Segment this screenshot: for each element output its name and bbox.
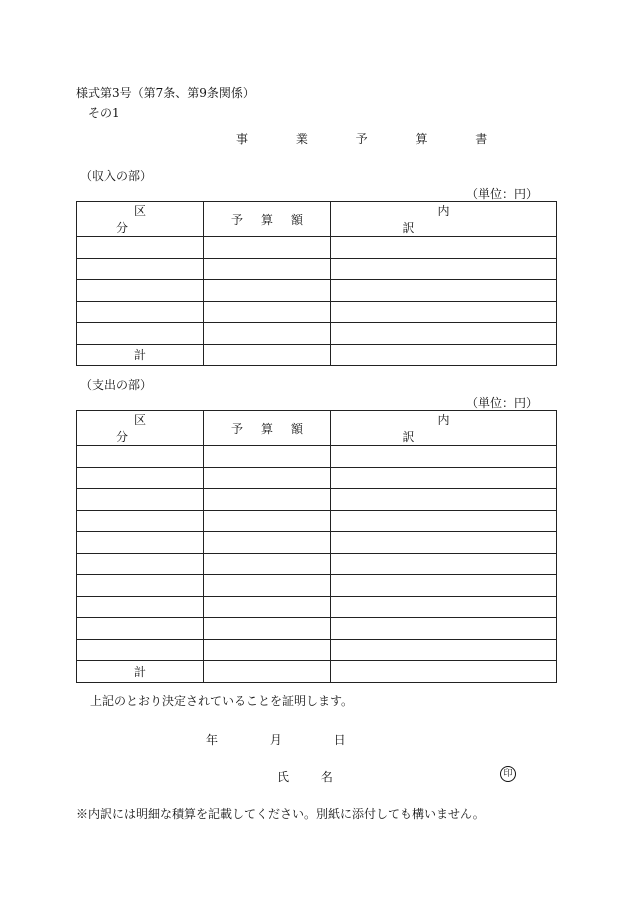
income-table-row xyxy=(77,323,557,345)
income-budget-cell[interactable] xyxy=(204,280,331,302)
expense-col-breakdown: 内訳 xyxy=(331,411,557,446)
income-breakdown-cell[interactable] xyxy=(331,237,557,259)
expense-budget-cell[interactable] xyxy=(204,467,331,489)
expense-category-cell[interactable] xyxy=(77,467,204,489)
expense-breakdown-cell[interactable] xyxy=(331,510,557,532)
income-breakdown-cell[interactable] xyxy=(331,258,557,280)
expense-budget-cell[interactable] xyxy=(204,639,331,661)
income-category-cell[interactable] xyxy=(77,280,204,302)
expense-category-cell[interactable] xyxy=(77,532,204,554)
income-category-cell[interactable] xyxy=(77,323,204,345)
income-col-budget: 予算額 xyxy=(204,202,331,237)
expense-col-category: 区分 xyxy=(77,411,204,446)
expense-category-cell[interactable] xyxy=(77,446,204,468)
income-total-label: 計 xyxy=(77,344,204,366)
expense-table-body xyxy=(77,446,557,661)
income-table-row xyxy=(77,301,557,323)
income-total-row xyxy=(77,344,557,366)
income-category-cell[interactable] xyxy=(77,237,204,259)
expense-category-cell[interactable] xyxy=(77,489,204,511)
income-budget-cell[interactable] xyxy=(204,258,331,280)
expense-category-cell[interactable] xyxy=(77,639,204,661)
expense-breakdown-cell[interactable] xyxy=(331,553,557,575)
expense-unit-label: （単位：円） xyxy=(465,396,538,410)
income-unit-label: （単位：円） xyxy=(465,187,538,201)
income-total-budget-cell[interactable] xyxy=(204,344,331,366)
expense-table-row xyxy=(77,639,557,661)
expense-header-row xyxy=(77,411,557,446)
income-col-category: 区分 xyxy=(77,202,204,237)
income-header-row xyxy=(77,202,557,237)
sub-label: その1 xyxy=(88,106,120,120)
income-breakdown-cell[interactable] xyxy=(331,280,557,302)
income-table-row xyxy=(77,280,557,302)
document-title: 事 業 予 算 書 xyxy=(236,132,510,146)
income-section-label: （収入の部） xyxy=(80,169,153,183)
expense-total-breakdown-cell[interactable] xyxy=(331,661,557,683)
expense-budget-cell[interactable] xyxy=(204,553,331,575)
expense-budget-cell[interactable] xyxy=(204,532,331,554)
expense-breakdown-cell[interactable] xyxy=(331,467,557,489)
expense-budget-cell[interactable] xyxy=(204,446,331,468)
expense-category-cell[interactable] xyxy=(77,553,204,575)
name-label: 氏 名 xyxy=(277,770,347,784)
expense-breakdown-cell[interactable] xyxy=(331,446,557,468)
income-breakdown-cell[interactable] xyxy=(331,323,557,345)
expense-total-budget-cell[interactable] xyxy=(204,661,331,683)
income-budget-cell[interactable] xyxy=(204,301,331,323)
footnote: ※内訳には明細な積算を記載してください。別紙に添付しても構いません。 xyxy=(76,807,485,821)
income-table-row xyxy=(77,258,557,280)
date-line: 年 月 日 xyxy=(206,733,370,747)
income-category-cell[interactable] xyxy=(77,301,204,323)
expense-budget-cell[interactable] xyxy=(204,510,331,532)
form-number: 様式第3号（第7条、第9条関係） xyxy=(76,86,255,100)
expense-breakdown-cell[interactable] xyxy=(331,639,557,661)
expense-category-cell[interactable] xyxy=(77,596,204,618)
expense-col-budget: 予算額 xyxy=(204,411,331,446)
expense-table xyxy=(76,410,557,683)
expense-total-label: 計 xyxy=(77,661,204,683)
income-col-breakdown: 内訳 xyxy=(331,202,557,237)
income-table xyxy=(76,201,557,366)
expense-table-row xyxy=(77,446,557,468)
expense-total-row xyxy=(77,661,557,683)
income-budget-cell[interactable] xyxy=(204,237,331,259)
expense-breakdown-cell[interactable] xyxy=(331,575,557,597)
income-breakdown-cell[interactable] xyxy=(331,301,557,323)
expense-budget-cell[interactable] xyxy=(204,575,331,597)
expense-table-row xyxy=(77,596,557,618)
expense-category-cell[interactable] xyxy=(77,510,204,532)
income-table-body xyxy=(77,237,557,345)
expense-table-row xyxy=(77,467,557,489)
expense-table-row xyxy=(77,510,557,532)
expense-category-cell[interactable] xyxy=(77,618,204,640)
expense-breakdown-cell[interactable] xyxy=(331,532,557,554)
expense-budget-cell[interactable] xyxy=(204,618,331,640)
income-total-breakdown-cell[interactable] xyxy=(331,344,557,366)
expense-section-label: （支出の部） xyxy=(80,378,153,392)
expense-budget-cell[interactable] xyxy=(204,596,331,618)
expense-table-row xyxy=(77,575,557,597)
expense-table-row xyxy=(77,553,557,575)
expense-budget-cell[interactable] xyxy=(204,489,331,511)
expense-breakdown-cell[interactable] xyxy=(331,489,557,511)
expense-table-row xyxy=(77,532,557,554)
income-category-cell[interactable] xyxy=(77,258,204,280)
expense-breakdown-cell[interactable] xyxy=(331,596,557,618)
income-budget-cell[interactable] xyxy=(204,323,331,345)
income-table-row xyxy=(77,237,557,259)
seal-mark: 印 xyxy=(500,766,516,782)
expense-breakdown-cell[interactable] xyxy=(331,618,557,640)
expense-table-row xyxy=(77,489,557,511)
expense-category-cell[interactable] xyxy=(77,575,204,597)
expense-table-row xyxy=(77,618,557,640)
certification-statement: 上記のとおり決定されていることを証明します。 xyxy=(90,694,354,708)
